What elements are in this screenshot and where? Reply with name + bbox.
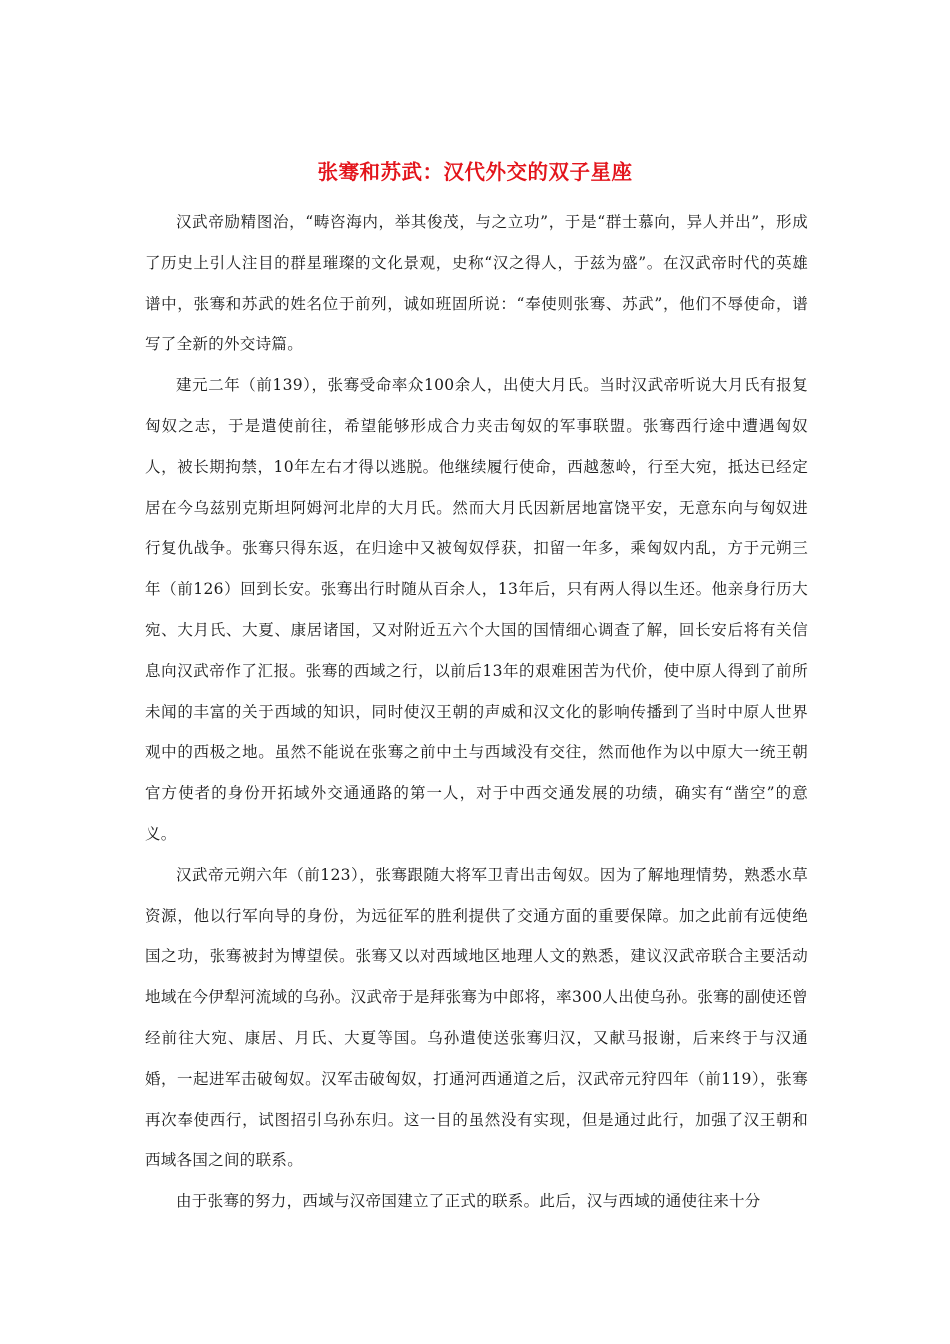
paragraph: 汉武帝元朔六年（前123），张骞跟随大将军卫青出击匈奴。因为了解地理情势，熟悉水草资源，他以行军向导的身份，为远征军的胜利提供了交通方面的重要保障。加之此前有远使绝国之功，张骞被封为博望侯。张骞又以对西域地区地理人文的熟悉，建议汉武帝联合主要活动地域在今伊犁河流域的乌孙。汉武帝于是拜张骞为中郎将，率300人出使乌孙。张骞的副使还曾经前往大宛、康居、月氏、大夏等国。乌孙遣使送张骞归汉，又献马报谢，后来终于与汉通婚，一起进军击破匈奴。汉军击破匈奴，打通河西通道之后，汉武帝元狩四年（前119），张骞再次奉使西行，试图招引乌孙东归。这一目的虽然没有实现，但是通过此行，加强了汉王朝和西域各国之间的联系。 xyxy=(145,865,808,1170)
paragraph: 建元二年（前139），张骞受命率众100余人，出使大月氏。当时汉武帝听说大月氏有报复匈奴之志，于是遣使前往，希望能够形成合力夹击匈奴的军事联盟。张骞西行途中遭遇匈奴人，被长期拘禁，10年左右才得以逃脱。他继续履行使命，西越葱岭，行至大宛，抵达已经定居在今乌兹别克斯坦阿姆河北岸的大月氏。然而大月氏因新居地富饶平安，无意东向与匈奴进行复仇战争。张骞只得东返，在归途中又被匈奴俘获，扣留一年多，乘匈奴内乱，方于元朔三年（前126）回到长安。张骞出行时随从百余人，13年后，只有两人得以生还。他亲身行历大宛、大月氏、大夏、康居诸国，又对附近五六个大国的国情细心调查了解，回长安后将有关信息向汉武帝作了汇报。张骞的西域之行，以前后13年的艰难困苦为代价，使中原人得到了前所未闻的丰富的关于西域的知识，同时使汉王朝的声威和汉文化的影响传播到了当时中原人世界观中的西极之地。虽然不能说在张骞之前中土与西域没有交往，然而他作为以中原大一统王朝官方使者的身份开拓域外交通通路的第一人，对于中西交通发展的功绩，确实有“凿空”的意义。 xyxy=(145,376,808,843)
paragraph: 汉武帝励精图治，“畴咨海内，举其俊茂，与之立功”，于是“群士慕向，异人并出”，形成了历史上引人注目的群星璀璨的文化景观，史称“汉之得人，于兹为盛”。在汉武帝时代的英雄谱中，张骞和苏武的姓名位于前列，诚如班固所说：“奉使则张骞、苏武”，他们不辱使命，谱写了全新的外交诗篇。 xyxy=(145,213,808,354)
document-title: 张骞和苏武：汉代外交的双子星座 xyxy=(317,159,633,184)
paragraph: 由于张骞的努力，西域与汉帝国建立了正式的联系。此后，汉与西域的通使往来十分 xyxy=(176,1192,761,1211)
document-body xyxy=(145,202,808,1222)
